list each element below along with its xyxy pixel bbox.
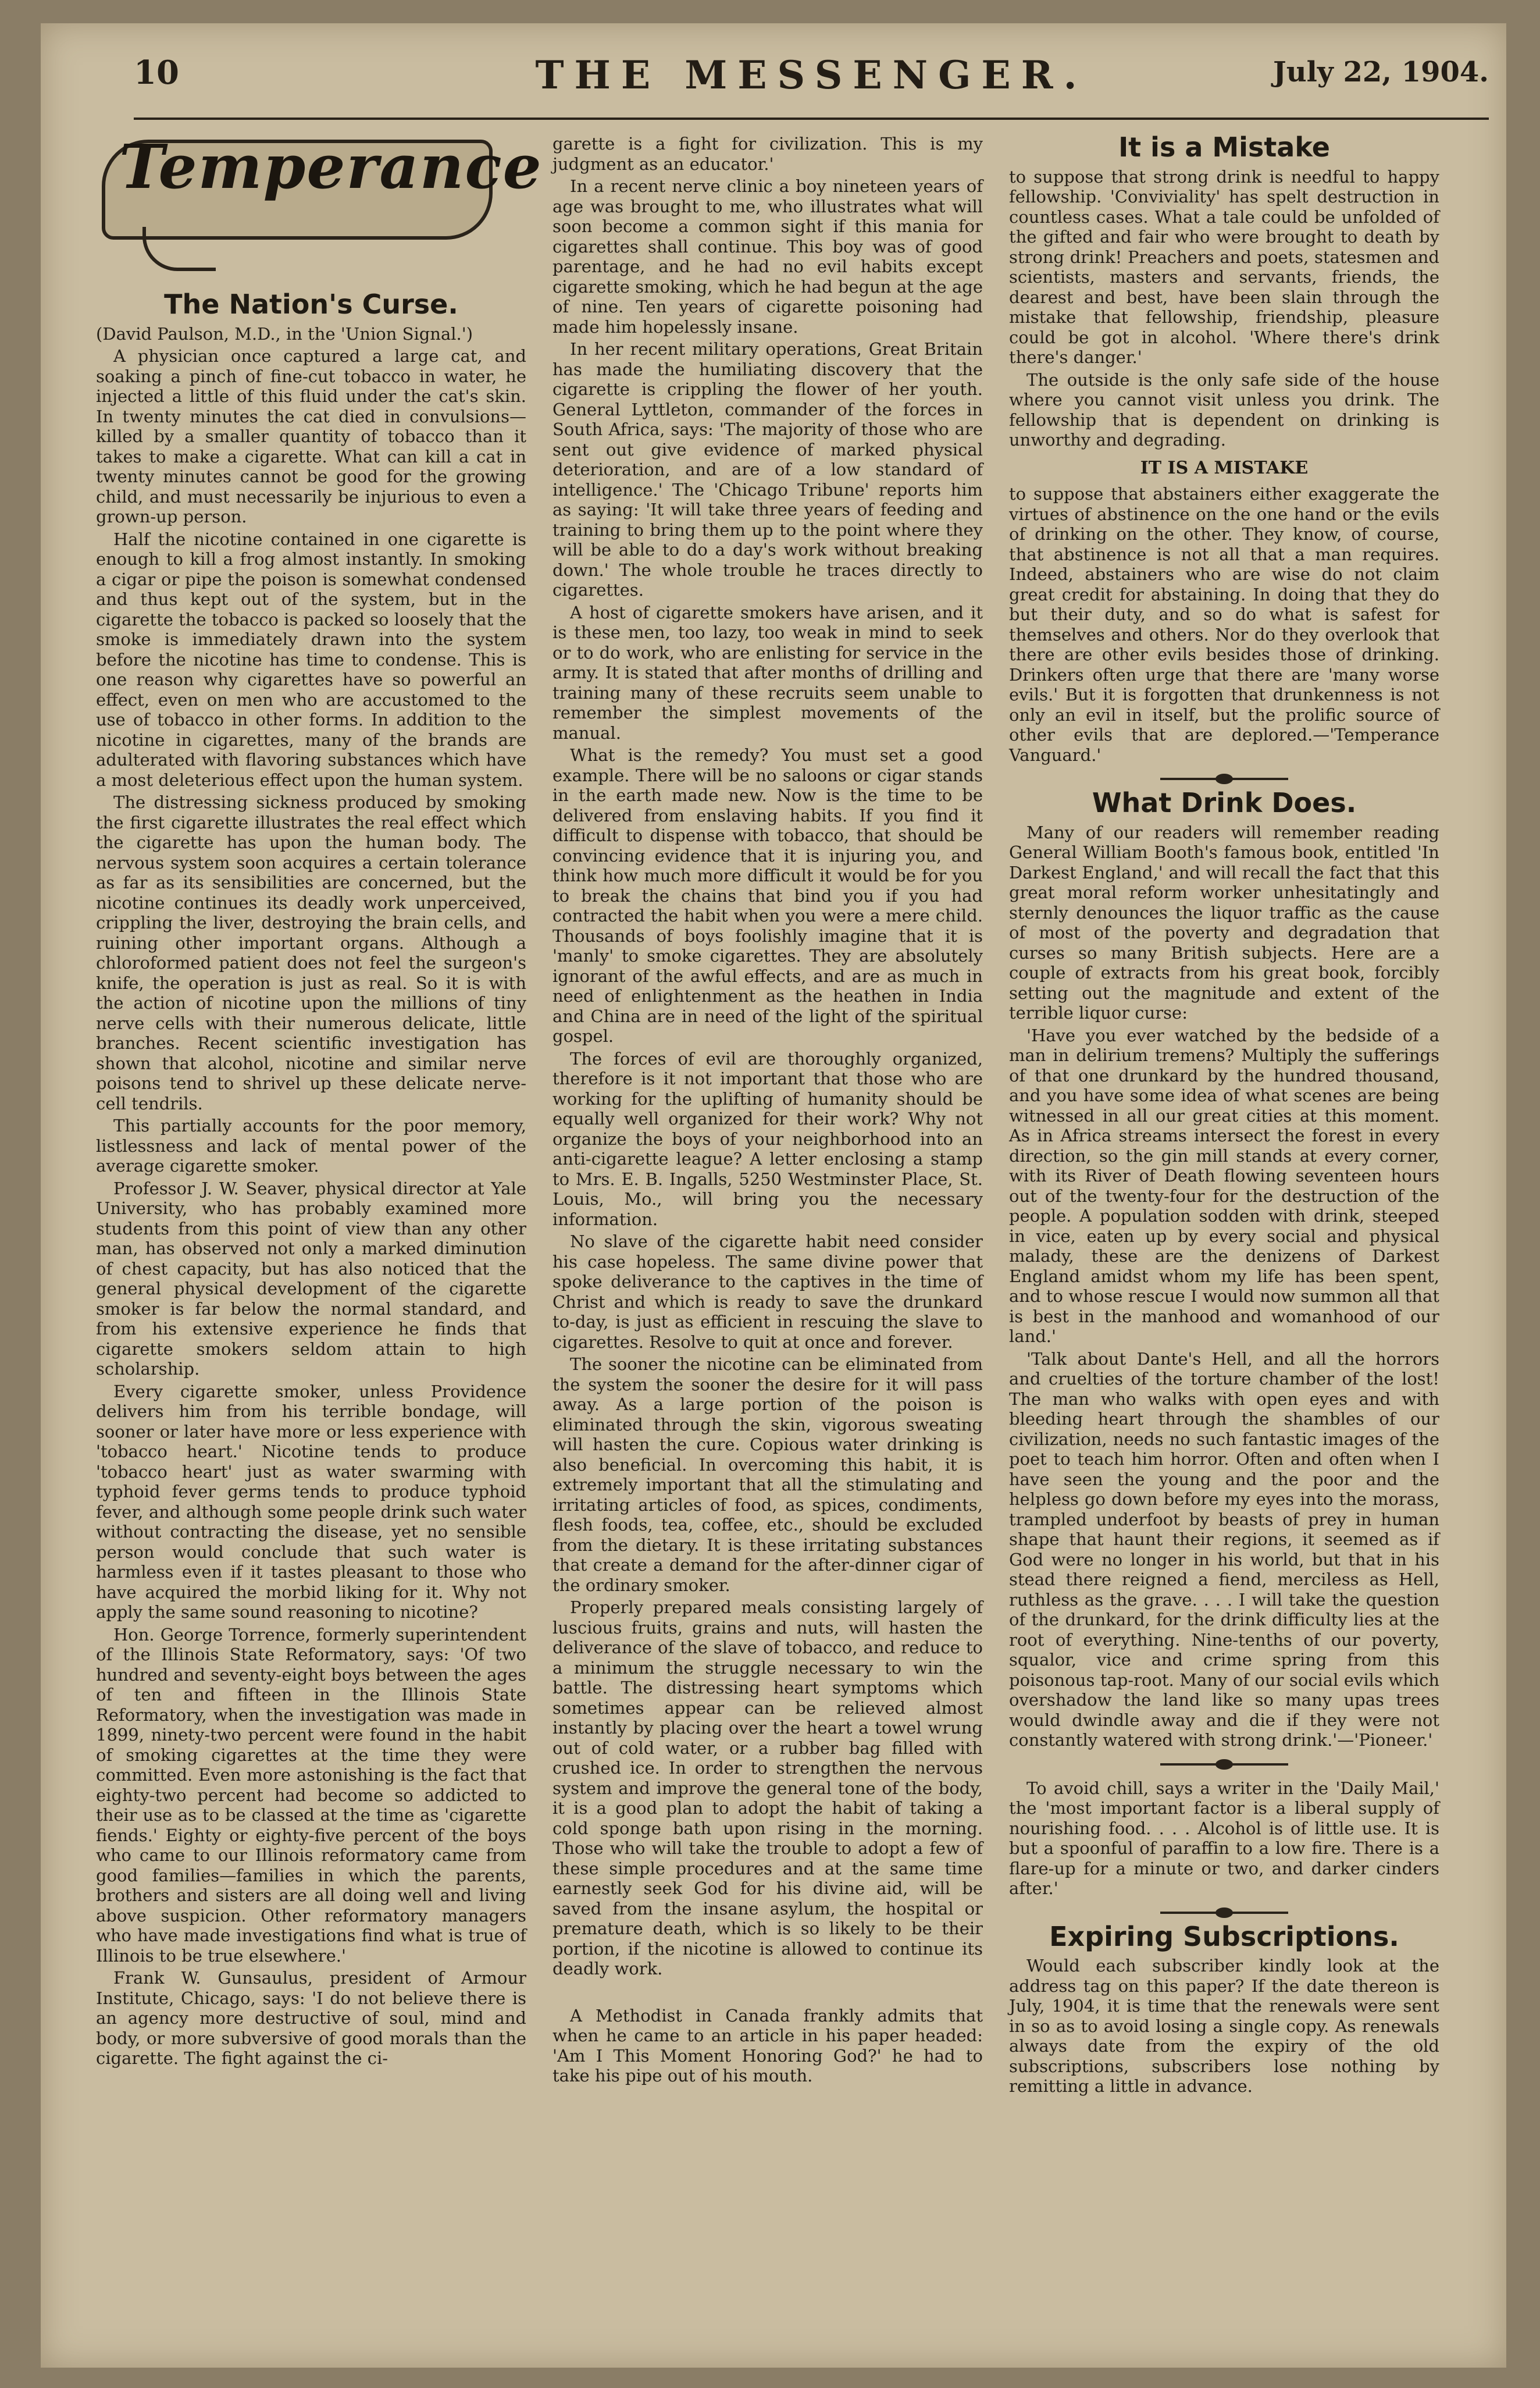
paragraph: This partially accounts for the poor memory, listlessness and lack of mental power of the average cigarette smoker. [96,1116,526,1176]
paragraph: A physician once captured a large cat, and soaking a pinch of fine-cut tobacco in water, he injected a little of this fluid under the cat's skin. In twenty minutes the cat died in convulsions—killed by a smaller quantity of tobacco than it takes to make a cigarette. What can kill a cat in twenty minutes cannot be good for the growing child, and must necessarily be injurious to even a grown-up person. [96,346,526,526]
article-byline: (David Paulson, M.D., in the 'Union Signal.') [96,323,473,344]
paragraph: In her recent military operations, Great Britain has made the humiliating discovery that the cigarette is crippling the flower of her youth. General Lyttleton, commander of the forces in South Africa, says: 'The majority of those who are sent out give evidence of marked physical deterioration, and are of a low standard of intelligence.' The 'Chicago Tribune' reports him as saying: 'It will take three years of feeding and training to bring them up to the point where they will be able to do a day's work without breaking down.' The whole trouble he traces directly to cigarettes. [552,339,983,600]
article-title-what-drink-does: What Drink Does. [1092,787,1357,818]
section-divider [1160,1912,1288,1914]
paragraph: garette is a fight for civilization. This is my judgment as an educator.' [552,134,983,174]
paragraph: Properly prepared meals consisting largely of luscious fruits, grains and nuts, will hasten the deliverance of the slave of tobacco, and reduce to a minimum the struggle necessary to win the battle. The distressing heart symptoms which sometimes appear can be relieved almost instantly by placing over the heart a towel wrung out of cold water, or a rubber bag filled with crushed ice. In order to strengthen the nervous system and improve the general tone of the body, it is a good plan to adopt the habit of taking a cold sponge bath upon rising in the morning. Those who will take the trouble to adopt a few of these simple procedures and at the same time earnestly seek God for his divine aid, will be saved from the insane asylum, the hospital or premature death, which is so likely to be their portion, if the nicotine is allowed to continue its deadly work. [552,1597,983,1978]
paragraph: to suppose that strong drink is needful to happy fellowship. 'Conviviality' has spelt destruction in countless cases. What a tale could be unfolded of the gifted and fair who were brought to death by strong drink! Preachers and poets, statesmen and scientists, masters and servants, friends, the dearest and best, have been slain through the mistake that fellowship, friendship, pleasure could be got in alcohol. 'Where there's drink there's danger.' [1009,166,1439,367]
paragraph: No slave of the cigarette habit need consider his case hopeless. The same divine power that spoke deliverance to the captives in the time of Christ and which is ready to save the drunkard to-day, is just as efficient in rescuing the slave to cigarettes. Resolve to quit at once and forever. [552,1232,983,1352]
paragraph: Half the nicotine contained in one cigarette is enough to kill a frog almost instantly. In smoking a cigar or pipe the poison is somewhat condensed and thus kept out of the system, but in the cigarette the tobacco is packed so loosely that the smoke is immediately drawn into the system before the nicotine has time to condense. This is one reason why cigarettes have so powerful an effect, even on men who are accustomed to the use of tobacco in other forms. In addition to the nicotine in cigarettes, many of the brands are adulterated with flavoring substances which have a most deleterious effect upon the human system. [96,529,526,790]
section-divider [1160,1763,1288,1766]
article-title-mistake: It is a Mistake [1118,131,1330,163]
paragraph: Many of our readers will remember reading General William Booth's famous book, entitled 'In Darkest England,' and will recall the fact that this great moral reform worker unhesitatingly and sternly denounces the liquor traffic as the cause of most of the poverty and degradation that curses so many British subjects. Here are a couple of extracts from his great book, forcibly setting out the magnitude and extent of the terrible liquor curse: [1009,822,1439,1023]
section-divider [1160,778,1288,780]
article-title-nations-curse: The Nation's Curse. [164,289,458,320]
article-title-expiring-subscriptions: Expiring Subscriptions. [1049,1920,1399,1952]
newspaper-page [41,23,1506,2368]
paragraph: 'Talk about Dante's Hell, and all the horrors and cruelties of the torture chamber of the lost! The man who walks with open eyes and with bleeding heart through the shambles of our civilization, needs no such fantastic images of the poet to teach him horror. Often and often when I have seen the young and the poor and the helpless go down before my eyes into the morass, trampled underfoot by beasts of prey in human shape that haunt their regions, it seemed as if God were no longer in his world, but that in his stead there reigned a fiend, merciless as Hell, ruthless as the grave. . . . I will take the question of the drunkard, for the drink difficulty lies at the root of everything. Nine-tenths of our poverty, squalor, vice and crime spring from this poisonous tap-root. Many of our social evils which overshadow the land like so many upas trees would dwindle away and die if they were not constantly watered with strong drink.'—'Pioneer.' [1009,1348,1439,1750]
subscriptions-note: Would each subscriber kindly look at the address tag on this paper? If the date thereon is July, 1904, it is time that the renewals were sent in so as to avoid losing a single copy. As renewals always date from the expiry of the old subscriptions, subscribers lose nothing by remitting a little in advance. [1009,1956,1439,2096]
column-3 [1009,131,1439,2099]
paragraph: to suppose that abstainers either exaggerate the virtues of abstinence on the one hand or the evils of drinking on the other. They know, of course, that abstinence is not all that a man requires. Indeed, abstainers who are wise do not claim great credit for abstaining. In doing that they do but their duty, and so do what is safest for themselves and others. Nor do they overlook that there are other evils besides those of drinking. Drinkers often urge that there are 'many worse evils.' But it is forgotten that drunkenness is not only an evil in itself, but the prolific source of other evils that are deplored.—'Temperance Vanguard.' [1009,484,1439,765]
banner-title: Temperance [119,131,543,202]
masthead: THE MESSENGER. [535,52,1088,98]
column-2 [552,134,983,2088]
subhead-mistake: IT IS A MISTAKE [1140,457,1309,478]
banner-swirl [142,227,216,271]
paragraph: A host of cigarette smokers have arisen, and it is these men, too lazy, too weak in mind to seek or to do work, who are enlisting for service in the army. It is stated that after months of drilling and training many of these recruits seem unable to remember the simplest movements of the manual. [552,602,983,743]
paragraph: Hon. George Torrence, formerly superintendent of the Illinois State Reformatory, says: 'Of two hundred and seventy-eight boys between the ages of ten and fifteen in the Illinois State Reformatory, when the investigation was made in 1899, ninety-two percent were found in the habit of smoking cigarettes at the time they were committed. Even more astonishing is the fact that eighty-two percent had become so addicted to their use as to be classed at the time as 'cigarette fiends.' Eighty or eighty-five percent of the boys who came to our Illinois reformatory came from good families—families in which the parents, brothers and sisters are all doing well and living above suspicion. Other reformatory managers who have made investigations find what is true of Illinois to be true elsewhere.' [96,1624,526,1966]
paragraph: Professor J. W. Seaver, physical director at Yale University, who has probably examined more students from this point of view than any other man, has observed not only a marked diminution of chest capacity, but has also noticed that the general physical development of the cigarette smoker is far below the normal standard, and from his extensive experience he finds that cigarette smokers seldom attain to high scholarship. [96,1178,526,1379]
paragraph: Every cigarette smoker, unless Providence delivers him from his terrible bondage, will sooner or later have more or less experience with 'tobacco heart.' Nicotine tends to produce 'tobacco heart' just as water swarming with typhoid fever germs tends to produce typhoid fever, and although some people drink such water without contracting the disease, yet no sensible person would conclude that such water is harmless even if it tastes pleasant to those who have acquired the morbid liking for it. Why not apply the same sound reasoning to nicotine? [96,1381,526,1622]
paragraph: The sooner the nicotine can be eliminated from the system the sooner the desire for it will pass away. As a large portion of the poison is eliminated through the skin, vigorous sweating will hasten the cure. Copious water drinking is also beneficial. In overcoming this habit, it is extremely important that all the stimulating and irritating articles of food, as spices, condiments, flesh foods, tea, coffee, etc., should be excluded from the dietary. It is these irritating substances that create a demand for the after-dinner cigar of the ordinary smoker. [552,1354,983,1595]
paragraph: The distressing sickness produced by smoking the first cigarette illustrates the real effect which the cigarette has upon the human body. The nervous system soon acquires a certain tolerance as far as its sensibilities are concerned, but the nicotine continues its deadly work unperceived, crippling the liver, destroying the brain cells, and ruining other important organs. Although a chloroformed patient does not feel the surgeon's knife, the operation is just as real. So it is with the action of nicotine upon the millions of tiny nerve cells with their numerous delicate, little branches. Recent scientific investigation has shown that alcohol, nicotine and similar nerve poisons tend to shrivel up these delicate nerve-cell tendrils. [96,792,526,1113]
paragraph: In a recent nerve clinic a boy nineteen years of age was brought to me, who illustrates what will soon become a common sight if this mania for cigarettes shall continue. This boy was of good parentage, and he had no evil habits except cigarette smoking, which he had begun at the age of nine. Ten years of cigarette poisoning had made him hopelessly insane. [552,176,983,337]
issue-date: July 22, 1904. [1273,56,1489,88]
page-header [134,54,1489,120]
paragraph: The forces of evil are thoroughly organized, therefore is it not important that those who are working for the uplifting of humanity should be equally well organized for their work? Why not organize the boys of your neighborhood into an anti-cigarette league? A letter enclosing a stamp to Mrs. E. B. Ingalls, 5250 Westminster Place, St. Louis, Mo., will bring you the necessary information. [552,1048,983,1229]
paragraph: What is the remedy? You must set a good example. There will be no saloons or cigar stands in the earth made new. Now is the time to be delivered from enslaving habits. If you find it difficult to dispense with tobacco, that should be convincing evidence that it is injuring you, and think how much more difficult it would be for you to break the chains that bind you if you had contracted the habit when you were a mere child. Thousands of boys foolishly imagine that it is 'manly' to smoke cigarettes. They are absolutely ignorant of the awful effects, and are as much in need of enlightenment as the heathen in India and China are in need of the light of the spiritual gospel. [552,745,983,1046]
column-1 [96,131,543,2071]
temperance-banner [96,131,543,291]
paragraph: Frank W. Gunsaulus, president of Armour Institute, Chicago, says: 'I do not believe there is an agency more destructive of soul, mind and body, or more subversive of good morals than the cigarette. The fight against the ci- [96,1968,526,2068]
methodist-note: A Methodist in Canada frankly admits that when he came to an article in his paper headed: 'Am I This Moment Honoring God?' he had to take his pipe out of his mouth. [552,2005,983,2086]
page-number: 10 [134,54,179,92]
chill-note: To avoid chill, says a writer in the 'Daily Mail,' the 'most important factor is a liberal supply of nourishing food. . . . Alcohol is of little use. It is but a spoonful of paraffin to a low fire. There is a flare-up for a minute or two, and darker cinders after.' [1009,1778,1439,1898]
paragraph: The outside is the only safe side of the house where you cannot visit unless you drink. The fellowship that is dependent on drinking is unworthy and degrading. [1009,369,1439,450]
paragraph: 'Have you ever watched by the bedside of a man in delirium tremens? Multiply the sufferings of that one drunkard by the hundred thousand, and you have some idea of what scenes are being witnessed in all our great cities at this moment. As in Africa streams intersect the forest in every direction, so the gin mill stands at every corner, with its River of Death flowing seventeen hours out of the twenty-four for the destruction of the people. A population sodden with drink, steeped in vice, eaten up by every social and physical malady, these are the denizens of Darkest England amidst whom my life has been spent, and to whose rescue I would now summon all that is best in the manhood and womanhood of our land.' [1009,1025,1439,1346]
